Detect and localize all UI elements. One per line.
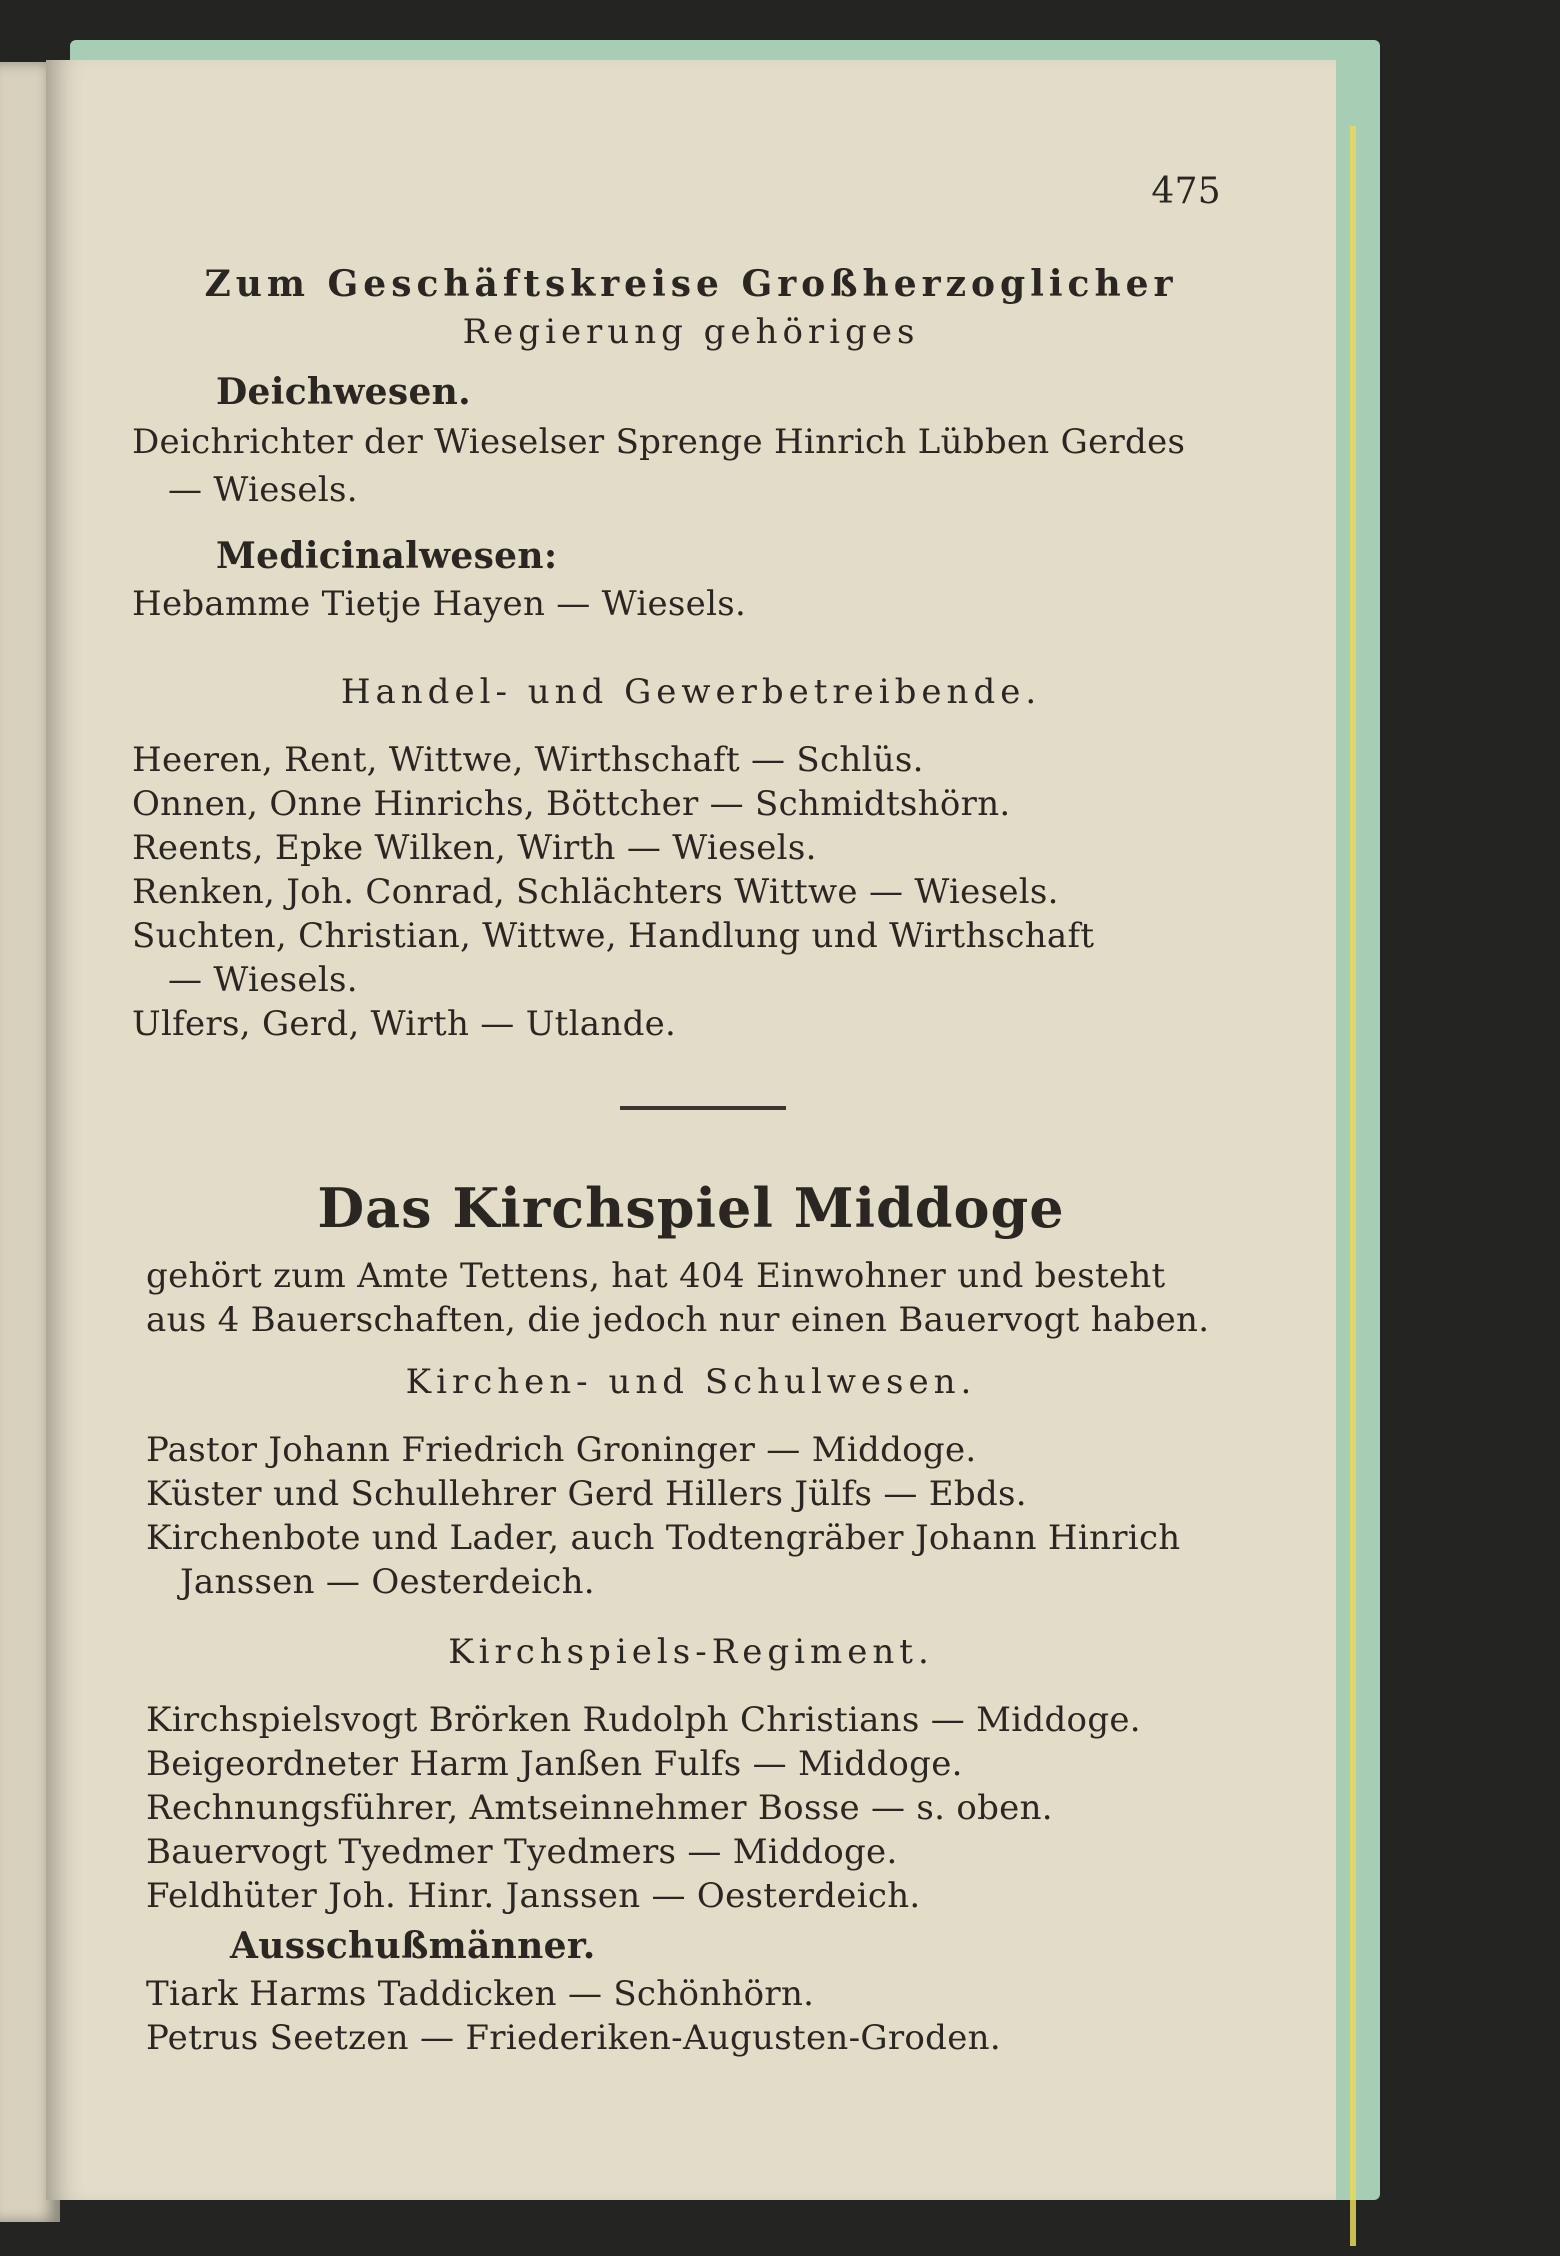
ausschuss-line: Petrus Seetzen — Friederiken-Augusten-Groden.: [146, 2018, 1001, 2058]
book-page: [46, 60, 1336, 2200]
handel-heading: Handel- und Gewerbetreibende.: [340, 672, 1042, 712]
handel-line: Onnen, Onne Hinrichs, Böttcher — Schmidtshörn.: [132, 784, 1011, 824]
page-text: [46, 60, 1336, 2200]
kirchen-heading: Kirchen- und Schulwesen.: [405, 1362, 977, 1402]
regiment-line: Rechnungsführer, Amtseinnehmer Bosse — s. oben.: [146, 1788, 1053, 1828]
kirchen-line: Küster und Schullehrer Gerd Hillers Jülfs — Ebds.: [146, 1474, 1027, 1514]
medicinalwesen-heading: Medicinalwesen:: [216, 535, 558, 577]
regiment-line: Bauervogt Tyedmer Tyedmers — Middoge.: [146, 1832, 898, 1872]
ausschuss-line: Tiark Harms Taddicken — Schönhörn.: [146, 1974, 815, 2014]
kirchen-line: Kirchenbote und Lader, auch Todtengräber Johann Hinrich: [146, 1518, 1181, 1558]
deichwesen-heading: Deichwesen.: [216, 371, 471, 413]
regiment-heading: Kirchspiels-Regiment.: [448, 1632, 934, 1672]
handel-line: Reents, Epke Wilken, Wirth — Wiesels.: [132, 828, 817, 868]
kirchspiel-intro-line: aus 4 Bauerschaften, die jedoch nur einen Bauervogt haben.: [146, 1300, 1210, 1340]
handel-line: Suchten, Christian, Wittwe, Handlung und Wirthschaft: [132, 916, 1095, 956]
medicinalwesen-line: Hebamme Tietje Hayen — Wiesels.: [132, 584, 747, 624]
kirchen-line: Janssen — Oesterdeich.: [180, 1562, 595, 1602]
deichwesen-line: — Wiesels.: [168, 470, 358, 510]
deichwesen-line: Deichrichter der Wieselser Sprenge Hinrich Lübben Gerdes: [132, 422, 1186, 462]
regiment-line: Beigeordneter Harm Janßen Fulfs — Middoge.: [146, 1744, 963, 1784]
page-number: 475: [1151, 171, 1221, 212]
section-header-line2: Regierung gehöriges: [462, 312, 920, 352]
page-edge: [1350, 126, 1356, 2246]
kirchspiel-title: Das Kirchspiel Middoge: [317, 1176, 1065, 1240]
handel-line: Ulfers, Gerd, Wirth — Utlande.: [132, 1004, 677, 1044]
regiment-line: Feldhüter Joh. Hinr. Janssen — Oesterdeich.: [146, 1876, 921, 1916]
ausschuss-heading: Ausschußmänner.: [230, 1925, 596, 1967]
section-divider: [620, 1106, 786, 1110]
handel-line: Heeren, Rent, Wittwe, Wirthschaft — Schlüs.: [132, 740, 924, 780]
kirchen-line: Pastor Johann Friedrich Groninger — Middoge.: [146, 1430, 977, 1470]
kirchspiel-intro-line: gehört zum Amte Tettens, hat 404 Einwohner und besteht: [146, 1256, 1166, 1296]
handel-line: — Wiesels.: [168, 960, 358, 1000]
handel-line: Renken, Joh. Conrad, Schlächters Wittwe — Wiesels.: [132, 872, 1059, 912]
section-header-line1: Zum Geschäftskreise Großherzoglicher: [204, 263, 1178, 305]
regiment-line: Kirchspielsvogt Brörken Rudolph Christians — Middoge.: [146, 1700, 1141, 1740]
